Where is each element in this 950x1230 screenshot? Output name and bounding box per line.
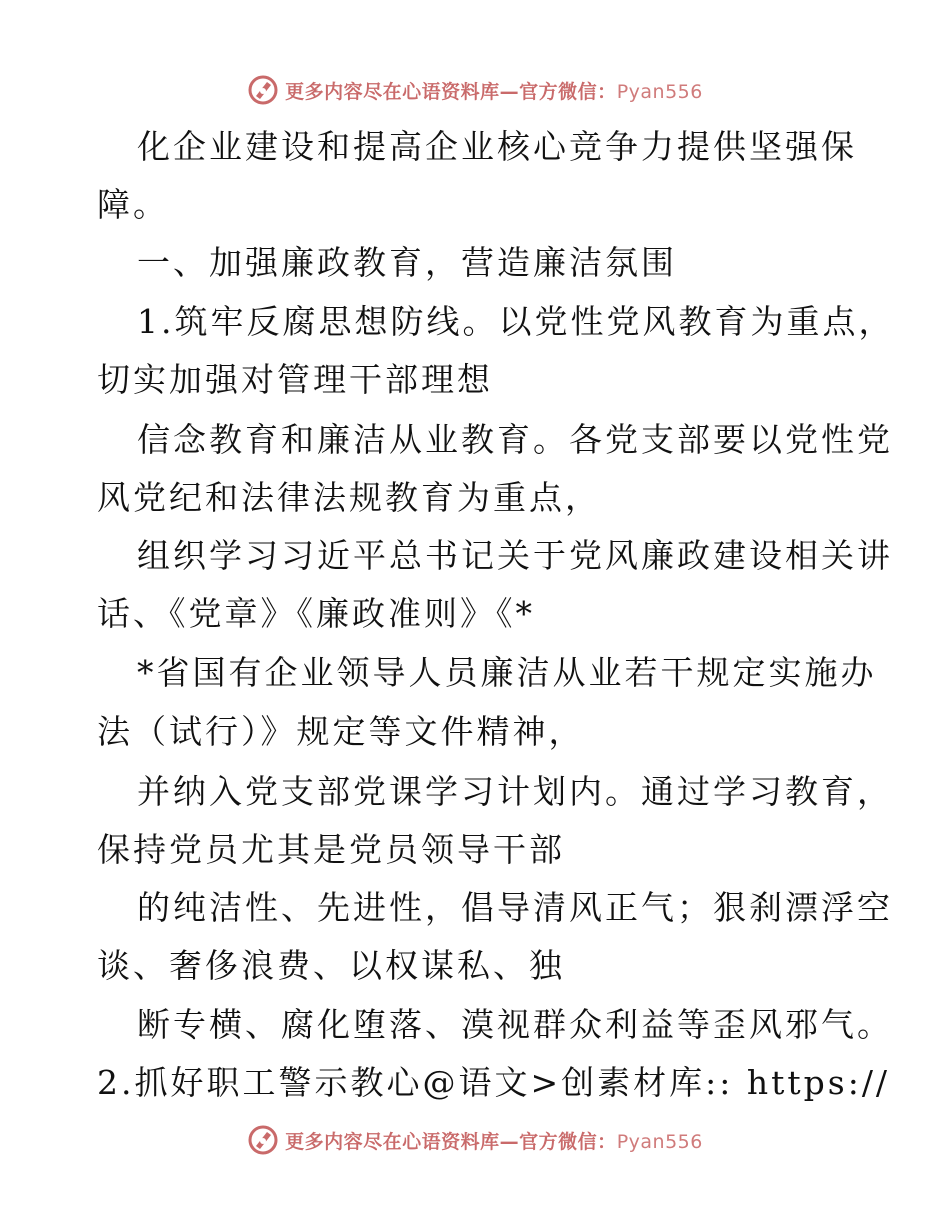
doc-line: 切实加强对管理干部理想 [97,360,493,399]
footer-watermark [0,1120,950,1160]
doc-line: 断专横、腐化堕落、漠视群众利益等歪风邪气。 [137,1005,893,1044]
doc-line: 风党纪和法律法规教育为重点， [97,478,601,517]
brand-logo-icon [247,74,279,106]
doc-line: 话、《党章》《廉政准则》《* [97,594,535,633]
watermark-wechat-id: Pyan556 [616,1130,703,1153]
doc-line: 的纯洁性、先进性，倡导清风正气；狠刹漂浮空 [137,888,893,927]
doc-line: 信念教育和廉洁从业教育。各党支部要以党性党 [137,420,893,459]
doc-line: 保持党员尤其是党员领导干部 [97,830,565,869]
watermark-text [285,1127,703,1154]
doc-line: 1.筑牢反腐思想防线。以党性党风教育为重点， [137,302,895,341]
doc-line: 法（试行）》规定等文件精神， [97,712,585,751]
watermark-wechat-label: 官方微信： [519,80,617,103]
watermark-brand: 更多内容尽在心语资料库 [285,1130,500,1153]
section-heading: 一、加强廉政教育，营造廉洁氛围 [137,243,677,282]
doc-line: 组织学习习近平总书记关于党风廉政建设相关讲 [137,536,893,575]
watermark-wechat-label: 官方微信： [519,1130,617,1153]
watermark-text [285,77,703,104]
watermark-brand: 更多内容尽在心语资料库 [285,80,500,103]
doc-line: 障。 [97,185,169,224]
watermark-separator: — [499,80,520,103]
doc-line: *省国有企业领导人员廉洁从业若干规定实施办 [137,653,877,692]
brand-logo-icon [247,1124,279,1156]
header-watermark [0,70,950,110]
watermark-wechat-id: Pyan556 [616,80,703,103]
doc-line: 并纳入党支部党课学习计划内。通过学习教育， [137,772,893,811]
doc-line: 化企业建设和提高企业核心竞争力提供坚强保 [137,127,857,166]
doc-line: 谈、奢侈浪费、以权谋私、独 [97,946,565,985]
watermark-separator: — [499,1130,520,1153]
doc-line: 2.抓好职工警示教心@语文>创素材库:: https:// [97,1063,891,1102]
